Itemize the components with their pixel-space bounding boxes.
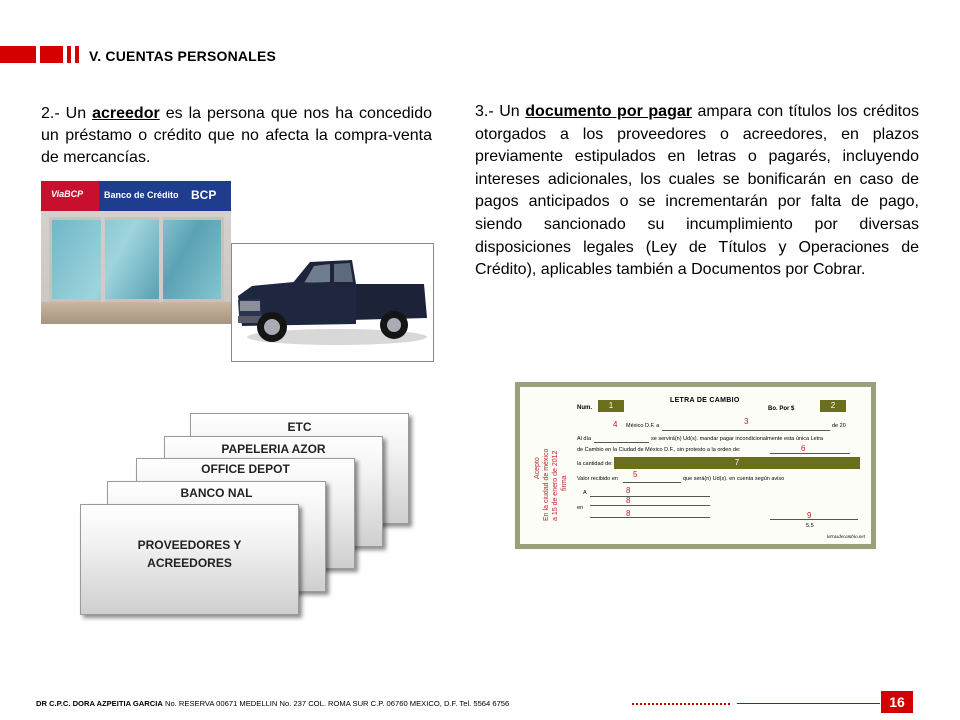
term-documento-por-pagar: documento por pagar <box>525 103 692 120</box>
letra-num-label: Num. <box>577 405 592 411</box>
card-proveedores-label-line1: PROVEEDORES Y <box>137 538 242 552</box>
letra-box-7: 7 <box>614 457 860 469</box>
card-office-depot-label: OFFICE DEPOT <box>201 462 290 476</box>
card-banco-nal-label: BANCO NAL <box>180 486 253 500</box>
footer-rule <box>737 703 880 704</box>
card-papeleria-azor-label: PAPELERIA AZOR <box>221 442 326 456</box>
card-proveedores-label-line2: ACREEDORES <box>147 556 232 570</box>
letra-field-8a: 8 <box>626 486 631 495</box>
letra-field-8b: 8 <box>626 496 631 505</box>
letra-field-6: 6 <box>801 444 806 453</box>
bank-sign-logo: BCP <box>191 188 217 202</box>
card-etc-label: ETC <box>287 420 312 434</box>
letra-field-3: 3 <box>744 417 749 426</box>
letra-bo-label: Bo. Por $ <box>768 406 795 412</box>
pickup-truck-illustration <box>232 244 433 361</box>
pickup-truck-photo <box>231 243 434 362</box>
footer-dotted-rule <box>632 703 730 705</box>
section-title: V. CUENTAS PERSONALES <box>89 48 277 64</box>
term-acreedor: acreedor <box>92 105 160 122</box>
letra-field-4: 4 <box>613 420 618 429</box>
bank-sign-name: Banco de Crédito <box>104 190 179 200</box>
letra-de-cambio-paper: Acepto En la ciudad de méxico a 15 de enero de 2012 firma LETRA DE CAMBIO Num. 1 Bo. Por $ 2 4 México D.F. a 3 de 20 Al día se servirá(n) Ud(s). mandar pagar incondicionalmente esta única Letra de Cambio en la Ciudad de México D.F., sin protesto a la orden de: 6 la cantidad de: 7 Valor recibido en 5 que será(n) Ud(s). en cuenta según aviso A 8 8 en 8 9 5.5 letrasdecambio.net <box>520 387 871 544</box>
letra-field-8c: 8 <box>626 509 631 518</box>
letra-box-1: 1 <box>598 400 624 412</box>
paragraph-acreedor: 2.- Un acreedor es la persona que nos ha concedido un préstamo o crédito que no afecta la compra-venta de mercancías. <box>41 105 433 166</box>
footer-credits <box>36 699 509 708</box>
letra-title: LETRA DE CAMBIO <box>670 397 740 404</box>
footer-address: No. RESERVA 00671 MEDELLIN No. 237 COL. ROMA SUR C.P. 06760 MEXICO, D.F. Tel. 5564 6756 <box>162 699 510 708</box>
letra-de-cambio-form <box>515 382 876 549</box>
footer-author: DR C.P.C. DORA AZPEITIA GARCIA <box>36 699 163 708</box>
bank-floor <box>41 302 231 324</box>
letra-field-5: 5 <box>633 470 638 479</box>
page-number-badge: 16 <box>881 691 913 713</box>
letra-field-9: 9 <box>807 511 812 520</box>
paragraph-documento-por-pagar: 3.- Un documento por pagar ampara con títulos los créditos otorgados a los proveedores o acreedores, en plazos previamente estipulados en letras o pagarés, incluyendo intereses adicionales, los cuales se bonificarán en caso de pagos anticipados o se incrementarán por falta de pago, siendo sancionado su incumplimiento por diversas disposiciones legales (Ley de Títulos y Operaciones de Crédito), aplicables también a Documentos por Cobrar. <box>475 103 920 279</box>
letra-box-2: 2 <box>820 400 846 412</box>
card-proveedores-acreedores <box>80 504 299 615</box>
letra-source-footer: letrasdecambio.net <box>826 535 865 540</box>
letra-side-annotation: Acepto En la ciudad de méxico a 15 de enero de 2012 firma <box>534 448 568 521</box>
bank-branch-photo <box>41 181 231 324</box>
bank-storefront-glass <box>49 217 224 302</box>
bank-sign-viabcp: ViaBCP <box>51 189 84 199</box>
